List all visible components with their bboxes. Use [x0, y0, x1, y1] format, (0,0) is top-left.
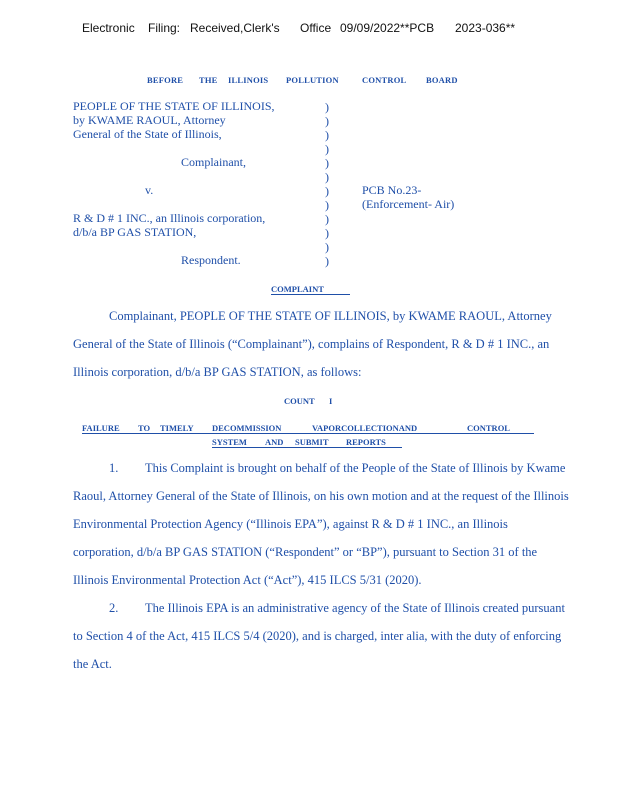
- paren: ): [325, 100, 329, 114]
- intro-line: Illinois corporation, d/b/a BP GAS STATION, as follows:: [73, 365, 362, 379]
- complaint-title: COMPLAINT: [271, 284, 350, 295]
- count-title-word: TIMELY: [160, 423, 194, 433]
- count-title-word: REPORTS: [346, 437, 386, 447]
- count-title-word: SUBMIT: [295, 437, 329, 447]
- paren: ): [325, 198, 329, 212]
- header-received: Received,Clerk's: [190, 21, 280, 35]
- paren: ): [325, 226, 329, 240]
- board-title-word: ILLINOIS: [228, 75, 269, 85]
- paragraph-number: 2.: [109, 601, 119, 615]
- count-title-word: AND: [265, 437, 284, 447]
- case-type: (Enforcement- Air): [362, 197, 455, 211]
- header-electronic: Electronic: [82, 21, 135, 35]
- header-date: 09/09/2022**PCB: [340, 21, 435, 35]
- board-title-word: POLLUTION: [286, 75, 339, 85]
- paragraph-line: corporation, d/b/a BP GAS STATION (“Respondent” or “BP”), pursuant to Section 31 of the: [73, 545, 538, 559]
- versus-label: v.: [145, 183, 154, 197]
- count-title-underline: [212, 447, 402, 448]
- count-title-word: FAILURE: [82, 423, 120, 433]
- count-title-word: CONTROL: [467, 423, 510, 433]
- respondent-label: Respondent.: [181, 253, 241, 267]
- board-title-word: BEFORE: [147, 75, 184, 85]
- paragraph-line: This Complaint is brought on behalf of the People of the State of Illinois by Kwame: [145, 461, 566, 475]
- paragraph-line: The Illinois EPA is an administrative agency of the State of Illinois created pursuant: [145, 601, 565, 615]
- paragraph-line: Illinois Environmental Protection Act (“Act”), 415 ILCS 5/31 (2020).: [73, 573, 422, 587]
- paragraph-line: the Act.: [73, 657, 112, 671]
- paren: ): [325, 212, 329, 226]
- paren: ): [325, 142, 329, 156]
- paren: ): [325, 254, 329, 268]
- count-title-word: TO: [138, 423, 151, 433]
- header-office: Office: [300, 21, 332, 35]
- paragraph-line: to Section 4 of the Act, 415 ILCS 5/4 (2020), and is charged, inter alia, with the duty of enforcing: [73, 629, 562, 643]
- paren: ): [325, 156, 329, 170]
- count-number: I: [329, 396, 333, 406]
- defendant-line: d/b/a BP GAS STATION,: [73, 225, 197, 239]
- count-label: COUNT: [284, 396, 315, 406]
- paren: ): [325, 240, 329, 254]
- count-title-word: VAPORCOLLECTIONAND: [312, 423, 418, 433]
- paren: ): [325, 184, 329, 198]
- paren: ): [325, 128, 329, 142]
- header-filing: Filing:: [148, 21, 181, 35]
- paren: ): [325, 114, 329, 128]
- plaintiff-line: PEOPLE OF THE STATE OF ILLINOIS,: [73, 99, 275, 113]
- intro-line: General of the State of Illinois (“Complainant”), complains of Respondent, R & D # 1 INC., an: [73, 337, 550, 351]
- count-title-word: DECOMMISSION: [212, 423, 282, 433]
- header-docket: 2023-036**: [455, 21, 516, 35]
- intro-line: Complainant, PEOPLE OF THE STATE OF ILLINOIS, by KWAME RAOUL, Attorney: [109, 309, 552, 323]
- plaintiff-line: General of the State of Illinois,: [73, 127, 222, 141]
- board-title-word: BOARD: [426, 75, 458, 85]
- defendant-line: R & D # 1 INC., an Illinois corporation,: [73, 211, 266, 225]
- paragraph-line: Raoul, Attorney General of the State of Illinois, on his own motion and at the request of the Illinois: [73, 489, 569, 503]
- paragraph-line: Environmental Protection Agency (“Illinois EPA”), against R & D # 1 INC., an Illinois: [73, 517, 508, 531]
- count-title-word: SYSTEM: [212, 437, 247, 447]
- paren: ): [325, 170, 329, 184]
- case-number: PCB No.23-: [362, 183, 422, 197]
- count-title-underline: [82, 433, 534, 434]
- board-title-word: THE: [199, 75, 218, 85]
- complainant-label: Complainant,: [181, 155, 246, 169]
- board-title-word: CONTROL: [362, 75, 407, 85]
- plaintiff-line: by KWAME RAOUL, Attorney: [73, 113, 226, 127]
- paragraph-number: 1.: [109, 461, 119, 475]
